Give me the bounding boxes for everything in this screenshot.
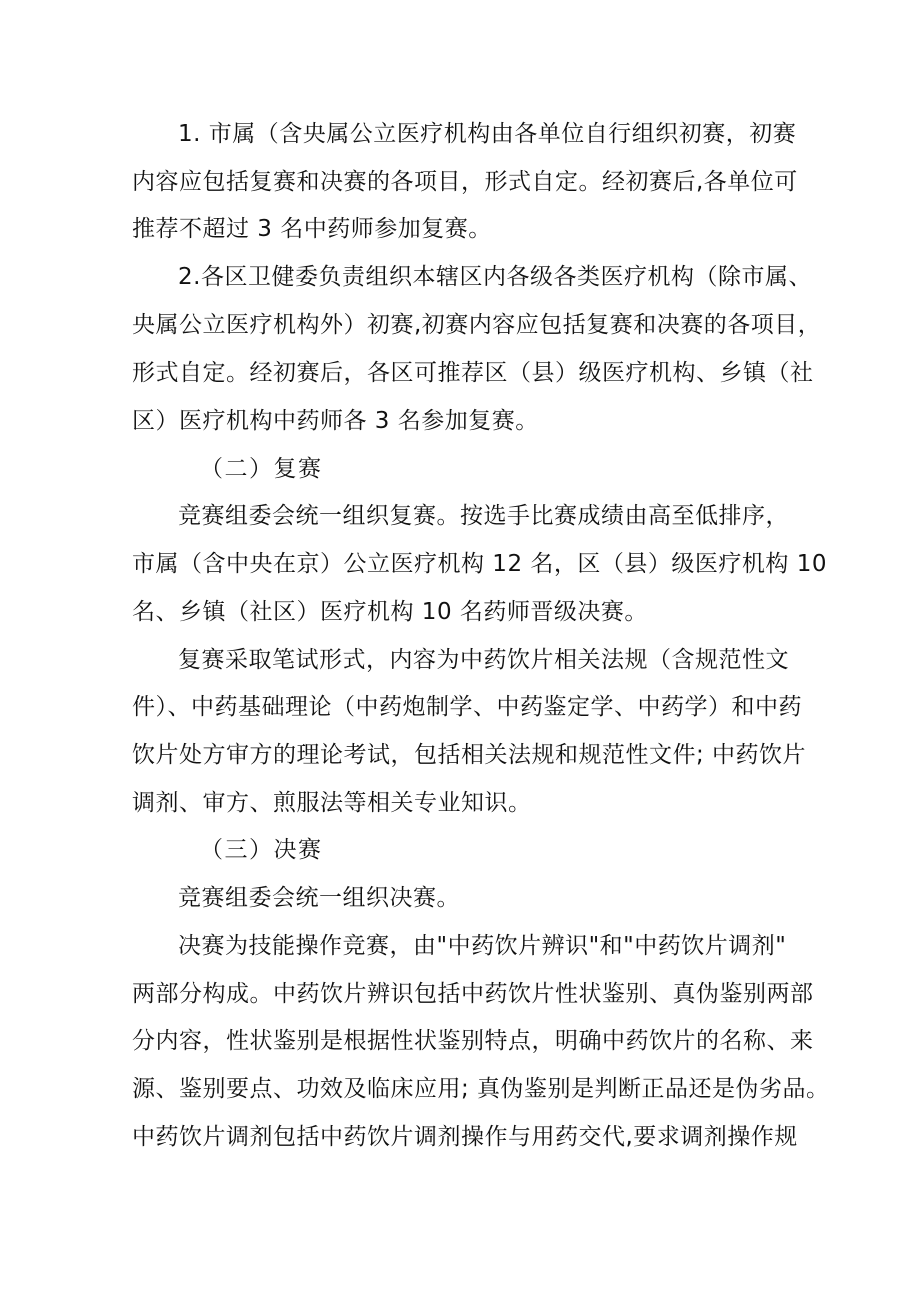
paragraph-item-1-line-1: 1. 市属（含央属公立医疗机构由各单位自行组织初赛，初赛	[178, 121, 797, 147]
paragraph-item-1-line-2: 内容应包括复赛和决赛的各项目，形式自定。经初赛后,各单位可	[132, 169, 798, 195]
final-para-2-line-2: 两部分构成。中药饮片辨识包括中药饮片性状鉴别、真伪鉴别两部	[132, 981, 814, 1007]
final-para-1-line-1: 竞赛组委会统一组织决赛。	[178, 885, 460, 911]
semifinal-para-1-line-1: 竞赛组委会统一组织复赛。按选手比赛成绩由高至低排序，	[178, 503, 789, 529]
semifinal-para-2-line-4: 调剂、审方、煎服法等相关专业知识。	[132, 790, 532, 816]
paragraph-item-2-line-1: 2.各区卫健委负责组织本辖区内各级各类医疗机构（除市属、	[178, 264, 812, 290]
final-para-2-line-3: 分内容，性状鉴别是根据性状鉴别特点，明确中药饮片的名称、来	[132, 1028, 814, 1054]
final-para-2-line-1: 决赛为技能操作竞赛，由"中药饮片辨识"和"中药饮片调剂"	[178, 933, 787, 959]
semifinal-para-1-line-2: 市属（含中央在京）公立医疗机构 12 名，区（县）级医疗机构 10	[132, 551, 827, 577]
semifinal-para-2-line-1: 复赛采取笔试形式，内容为中药饮片相关法规（含规范性文	[178, 647, 789, 673]
semifinal-para-1-line-3: 名、乡镇（社区）医疗机构 10 名药师晋级决赛。	[132, 599, 648, 625]
paragraph-item-2-line-3: 形式自定。经初赛后，各区可推荐区（县）级医疗机构、乡镇（社	[132, 360, 814, 386]
final-para-2-line-4: 源、鉴别要点、功效及临床应用; 真伪鉴别是判断正品还是伪劣品。	[132, 1076, 830, 1102]
semifinal-para-2-line-3: 饮片处方审方的理论考试，包括相关法规和规范性文件; 中药饮片	[132, 742, 807, 768]
paragraph-item-2-line-4: 区）医疗机构中药师各 3 名参加复赛。	[132, 408, 539, 434]
section-heading-semifinal: （二）复赛	[200, 456, 323, 482]
section-heading-final: （三）决赛	[200, 837, 323, 863]
final-para-2-line-5: 中药饮片调剂包括中药饮片调剂操作与用药交代,要求调剂操作规	[132, 1124, 798, 1150]
paragraph-item-1-line-3: 推荐不超过 3 名中药师参加复赛。	[132, 216, 492, 242]
paragraph-item-2-line-2: 央属公立医疗机构外）初赛,初赛内容应包括复赛和决赛的各项目，	[132, 312, 822, 338]
semifinal-para-2-line-2: 件）、中药基础理论（中药炮制学、中药鉴定学、中药学）和中药	[132, 694, 802, 720]
